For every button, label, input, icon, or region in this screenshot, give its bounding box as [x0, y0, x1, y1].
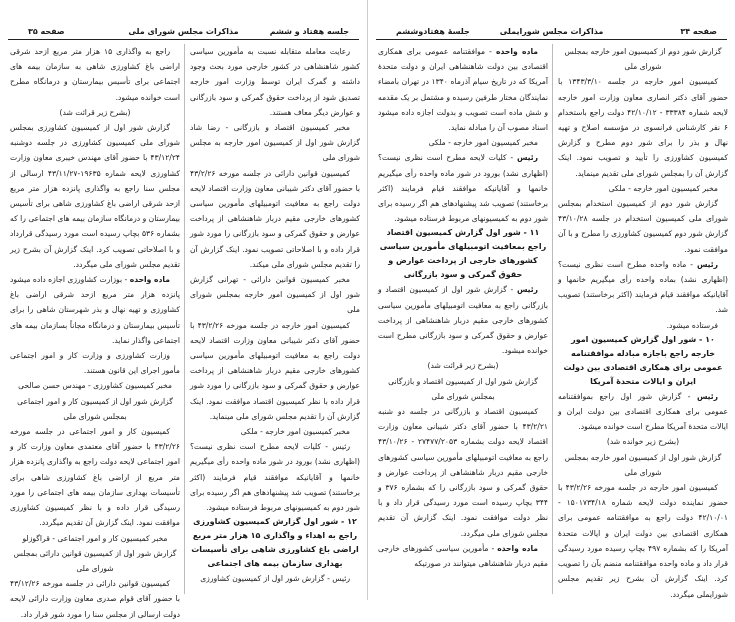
paragraph: رئیس - کلیات لایحه مطرح است نظری نیست؟ (اظهاری نشد) بورود در شور ماده واحده رأی میگیریم خانمها و آقایانیکه موافقند قیام فرمایند (اکثر برخاستند) تصویب شد پیشنهادهای هم اگر رسیده برای شور دوم به کمیسیونهای مربوط فرستاده میشود.: [378, 153, 548, 224]
section-heading: ۱۰ - شور اول گزارش کمیسیون امور خارجه راجع باجازه مبادله موافقتنامه عمومی برای همکاری اقتصادی بین دولت ایران و ایالات متحدهٔ آمریکا: [563, 334, 723, 386]
centered-line: (بشرح زیر قرائت شد): [59, 107, 131, 117]
paragraph: رئیس - کلیات لایحه مطرح است نظری نیست؟ (اظهاری نشد) بورود در شور ماده واحده رأی میگیریم خانمها و آقایانیکه موافقند قیام فرمایند (اکثر برخاستند) تصویب شد پیشنهادهای هم اگر رسیده برای شور دوم به کمیسیونهای مربوط فرستاده میشود.: [190, 442, 360, 513]
page-header: [376, 27, 727, 40]
paragraph: گزارش شور دوم از کمیسیون استخدام بمجلس شورای ملی کمیسیون استخدام در جلسه ۴۳/۱۰/۲۸ گزارش شور دوم کمیسیون کشاورزی را مطرح و با آن موافقت نمود.: [558, 199, 728, 254]
paragraph: کمیسیون کار و امور اجتماعی در جلسه مورخه ۴۳/۲/۲۶ با حضور آقای معتمدی معاون وزارت کار و امور اجتماعی لایحه دولت راجع به واگذاری پانزده هزار متر مربع از اراضی باغ کشاورزی شاهی برای تأسیسات بهداری سازمان بیمه های اجتماعی را مورد رسیدگی قرار داده و با نظر کمیسیون کشاورزی موافقت نمود. اینک گزارش آن تقدیم میگردد.: [10, 427, 180, 528]
paragraph: مخبر کمیسیون امور خارجه - ملکی: [428, 138, 538, 148]
text-column-right: [190, 44, 360, 596]
paragraph: کمیسیون امور خارجه در جلسه ۱۳۴۳/۳/۱۰ با حضور آقای دکتر انصاری معاون وزارت امور خارجه لایحه شماره ۳۳۳۸۴ - ۴۲/۱۰/۱۲ دولت راجع باستخدام ۶ نفر کارشناس فرانسوی در مؤسسه اصلاح و تهیه نهال و بذر را برای شور دوم مطرح و گزارش کمیسیون کشاورزی را تأیید و تصویب نمود. اینک گزارش آن را بمجلس شورای ملی تقدیم مینماید.: [558, 77, 728, 178]
text-column-left: [10, 44, 181, 619]
section-heading: ۱۱ - شور اول گزارش کمیسیون اقتصاد راجع بمعافیت اتومبیلهای مأمورین سیاسی کشورهای خارجی از پرداخت عوارض و حقوق گمرکی و سود بازرگانی: [379, 228, 547, 280]
centered-line: گزارش شور اول از کمیسیون کار و امور اجتماعی بمجلس شورای ملی: [17, 396, 173, 421]
text-column-right: [558, 44, 729, 599]
paragraph: مخبر کمیسیون امور خارجه - ملکی: [608, 183, 718, 193]
centered-line: (بشرح زیر خوانده شد): [606, 437, 680, 447]
paragraph: کمیسیون قوانین دارائی در جلسه مورخه ۴۳/۲/۲۶ با حضور آقای دکتر شیبانی معاون وزارت اقتصاد لایحه دولت راجع به معافیت اتومبیلهای مأمورین سیاسی کشورهای خارجی مقیم دربار شاهنشاهی از پرداخت عوارض و حقوق گمرکی و سود بازرگانی را مورد شور قرار داده و با اصلاحاتی تصویب نمود. اینک گزارش آن را تقدیم مجلس شورای ملی میکند.: [190, 168, 360, 269]
paragraph: رئیس - گزارش شور اول از کمیسیون اقتصاد و بازرگانی راجع به معافیت اتومبیلهای مأمورین سیاسی کشورهای خارجی مقیم دربار شاهنشاهی از پرداخت عوارض و حقوق گمرکی و سود بازرگانی مطرح است خوانده میشود.: [378, 285, 548, 356]
column-divider: [184, 44, 185, 594]
paragraph: کمیسیون امور خارجه در جلسه مورخه ۴۳/۲/۲۶ با حضور نماینده دولت لایحه شماره ۱۵۰۱۷۳۴/۱۸ - ۴۲/۱۰/۰۱ دولت راجع به موافقتنامه عمومی برای همکاری اقتصادی بین دولت ایران و ایالات متحدهٔ آمریکا را که بشماره ۴۹۷ بچاپ رسیده مورد رسیدگی قرار داد و ماده واحده موافقتنامه منضم بآن را تصویب کرد. اینک گزارش آن بشرح زیر تقدیم مجلس شورایملی میگردد.: [558, 483, 729, 599]
centered-line: گزارش شور دوم از کمیسیون امور خارجه بمجلس شورای ملی: [564, 47, 722, 72]
running-title: مذاکرات مجلس شورایملی: [499, 27, 604, 36]
page-header: [8, 27, 359, 40]
running-title: مذاکرات مجلس شورای ملی: [128, 27, 239, 36]
paragraph: گزارش شور اول از کمیسیون کشاورزی بمجلس شورای ملی کمیسیون کشاورزی در جلسه دوشنبه ۴۳/۱۲/۲۴ با حضور آقای مهندس خیبری معاون وزارت کشاورزی لایحه شماره ۱۹۶۳۵-۴۳/۱۱/۲۷ ارسالی از مجلس سنا راجع به واگذاری پانزده هزار متر مربع ازحد شرقی اراضی باغ کشاورزی شاهی برای تأسیس بیمارستان و درمانگاه سازمان بیمه های اجتماعی را که بشماره ۵۳۶ بچاپ رسیده است مورد رسیدگی قرارداد و با اصلاحاتی تصویب کرد. اینک گزارش آن بشرح زیر تقدیم مجلس شورای ملی میگردد.: [10, 123, 181, 269]
centered-line: گزارش شور اول از کمیسیون قوانین دارائی بمجلس شورای ملی: [13, 548, 177, 573]
page-number: صفحه ۳۵: [28, 27, 65, 36]
centered-line: مخبر کمیسیون کشاورزی - مهندس حسن صالحی: [18, 381, 172, 391]
paragraph: کمیسیون قوانین دارائی در جلسه مورخه ۴۳/۱۲/۲۶ با حضور آقای قوام صدری معاون وزارت دارائی لایحه دولت ارسالی از مجلس سنا را مورد شور قرار داد.: [10, 579, 180, 619]
paragraph: رعایت معامله متقابله نسبت به مأمورین سیاسی کشور شاهنشاهی در کشور خارجی مورد بحث وجود داشته و گمرک ایران توسط وزارت امور خارجه تصدیق شود از پرداخت حقوق گمرکی و سود بازرگانی و عوارض دیگر معاف هستند.: [190, 47, 360, 117]
section-heading: ۱۲ - شور اول گزارش کمیسیون کشاورزی راجع به اهداء و واگذاری ۱۵ هزار متر مربع اراضی باغ کشاورزی شاهی برای تأسیسات بهداری سازمان بیمه های اجتماعی: [191, 517, 359, 569]
text-column-left: [378, 44, 548, 596]
paragraph: ماده واحده - مأمورین سیاسی کشورهای خارجی مقیم دربار شاهنشاهی میتوانند در صورتیکه: [378, 543, 548, 569]
paragraph: مخبر کمیسیون امور خارجه - ملکی: [240, 427, 350, 437]
paragraph: مخبر کمیسیون قوانین دارائی - تهرانی گزارش شور اول از کمیسیون امور خارجه بمجلس شورای ملی: [190, 275, 360, 315]
paragraph: ماده واحده - موافقتنامه عمومی برای همکاری اقتصادی بین دولت شاهنشاهی ایران و دولت متحدهٔ آمریکا که در تاریخ سیام آذرماه ۱۳۴۰ در تهران بامضاء نمایندگان مختار طرفین رسیده و مشتمل بر یک مقدمه و شش ماده است تصویب و بدولت اجازه داده میشود اسناد مصوب آن را مبادله نماید.: [378, 47, 548, 133]
paragraph: رئیس - گزارش شور اول از کمیسیون کشاورزی: [200, 574, 350, 584]
page-34: [367, 0, 735, 600]
paragraph: رئیس - ماده واحده مطرح است نظری نیست؟ (اظهاری نشد) بماده واحده رأی میگیریم خانمها و آقایانیکه موافقند قیام فرمایند (اکثر برخاستند) تصویب شد.: [558, 259, 728, 315]
paragraph: وزارت کشاورزی و وزارت کار و امور اجتماعی مأمور اجرای این قانون هستند.: [10, 351, 180, 376]
paragraph: فرستاده میشود.: [666, 320, 718, 330]
page-number: صفحه ۳۴: [680, 27, 717, 36]
paragraph: مخبر کمیسیون اقتصاد و بازرگانی - رضا شاد گزارش شور اول از کمیسیون امور خارجه به مجلس شورای ملی: [190, 123, 360, 163]
paragraph: رئیس - گزارش شور اول راجع بموافقتنامه عمومی برای همکاری اقتصادی بین دولت ایران و ایالات متحدهٔ آمریکا مطرح است خوانده میشود.: [558, 391, 728, 432]
paragraph: راجع به واگذاری ۱۵ هزار متر مربع ازحد شرقی اراضی باغ کشاورزی شاهی به سازمان بیمه های اجتماعی برای تأسیس بیمارستان و درمانگاه مطرح است خوانده میشود.: [10, 47, 180, 102]
paragraph: ماده واحده - بوزارت کشاورزی اجازه داده میشود پانزده هزار متر مربع ازحد شرقی اراضی باغ کشاورزی و تهیه نهال و بذر شهرستان شاهی را برای تأسیس بیمارستان و درمانگاه مجاناً بسازمان بیمه های اجتماعی واگذار نماید.: [10, 275, 180, 345]
session-title: جلسه هفتاد و ششم: [269, 27, 349, 36]
column-divider: [552, 44, 553, 594]
paragraph: کمیسیون اقتصاد و بازرگانی در جلسه دو شنبه ۴۳/۲/۲۱ با حضور آقای دکتر شیبانی معاون وزارت اقتصاد لایحه دولت بشماره ۲۷۴۷۷/۲۰۵۳ - ۴۳/۱۰/۲۶ راجع به معافیت اتومبیلهای مأمورین سیاسی کشورهای خارجی مقیم دربار شاهنشاهی از پرداخت عوارض و حقوق گمرکی و سود بازرگانی را که بشماره ۳۷۶ و ۳۴۴ بچاپ رسیده است مورد رسیدگی قرار داد و با نظر دولت موافقت نمود. اینک گزارش آن تقدیم مجلس شورای ملی میگردد.: [378, 407, 548, 538]
centered-line: (بشرح زیر قرائت شد): [427, 361, 499, 371]
page-35: [0, 0, 367, 619]
centered-line: گزارش شور اول از کمیسیون امور خارجه بمجلس شورای ملی: [564, 452, 722, 477]
centered-line: گزارش شور اول از کمیسیون اقتصاد و بازرگانی بمجلس شورای ملی: [388, 376, 538, 401]
session-title: جلسهٔ هفتادوششم: [396, 27, 470, 36]
paragraph: کمیسیون امور خارجه در جلسه مورخه ۴۳/۲/۲۶ با حضور آقای دکتر شیبانی معاون وزارت اقتصاد لایحه دولت راجع به معافیت اتومبیلهای مأمورین سیاسی کشورهای خارجی مقیم دربار شاهنشاهی از پرداخت عوارض و حقوق گمرکی و سود بازرگانی را مورد شور قرار داده با نظر کمیسیون اقتصاد موافقت نمود. اینک گزارش آن را تقدیم مجلس شورای ملی مینماید.: [190, 320, 360, 421]
centered-line: مخبر کمیسیون کار و امور اجتماعی - قراگوزلو: [22, 533, 168, 543]
